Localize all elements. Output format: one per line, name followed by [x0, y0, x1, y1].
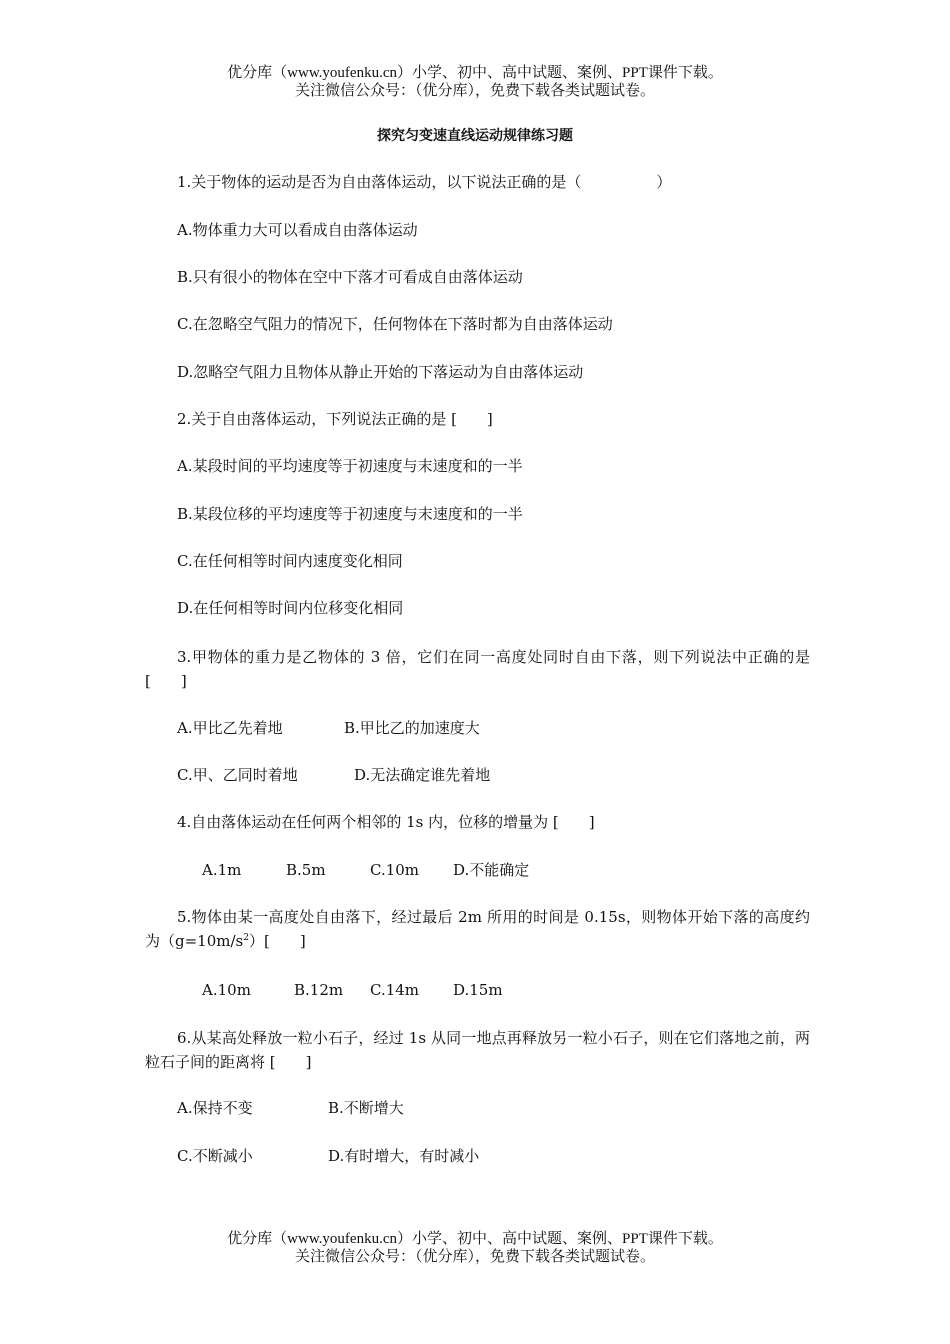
question-3-option-a: A.甲比乙先着地	[177, 719, 283, 737]
question-5-exponent: 2	[243, 933, 249, 943]
question-1-stem: 1.关于物体的运动是否为自由落体运动，以下说法正确的是（ ）	[177, 173, 672, 191]
question-4-option-a: A.1m	[202, 861, 242, 879]
question-2-stem: 2.关于自由落体运动，下列说法正确的是 [ ]	[177, 410, 493, 428]
question-1-option-d: D.忽略空气阻力且物体从静止开始的下落运动为自由落体运动	[177, 363, 584, 381]
question-4-option-c: C.10m	[370, 861, 420, 879]
question-3-option-d: D.无法确定谁先着地	[354, 766, 491, 784]
question-2-option-b: B.某段位移的平均速度等于初速度与末速度和的一半	[177, 505, 523, 523]
question-4-option-b: B.5m	[286, 861, 326, 879]
question-6-option-b: B.不断增大	[328, 1099, 404, 1117]
header-line-1: 优分库（www.youfenku.cn）小学、初中、高中试题、案例、PPT课件下载。	[227, 65, 723, 81]
question-5-option-c: C.14m	[370, 981, 420, 999]
question-1-option-b: B.只有很小的物体在空中下落才可看成自由落体运动	[177, 268, 523, 286]
footer-line-2: 关注微信公众号：（优分库），免费下载各类试题试卷。	[294, 1249, 655, 1265]
question-5-option-d: D.15m	[453, 981, 503, 999]
page-header	[0, 64, 950, 100]
question-5-option-b: B.12m	[294, 981, 344, 999]
question-1-option-c: C.在忽略空气阻力的情况下，任何物体在下落时都为自由落体运动	[177, 315, 613, 333]
page-footer	[0, 1230, 950, 1266]
question-5-option-a: A.10m	[202, 981, 251, 999]
question-6-option-d: D.有时增大，有时减小	[328, 1147, 480, 1165]
question-2-option-d: D.在任何相等时间内位移变化相同	[177, 599, 404, 617]
question-5-stem	[145, 905, 810, 953]
question-4-stem: 4.自由落体运动在任何两个相邻的 1s 内，位移的增量为 [ ]	[177, 813, 595, 831]
question-6-option-a: A.保持不变	[177, 1099, 253, 1117]
question-2-option-a: A.某段时间的平均速度等于初速度与末速度和的一半	[177, 457, 523, 475]
question-6-option-c: C.不断减小	[177, 1147, 253, 1165]
question-1-option-a: A.物体重力大可以看成自由落体运动	[177, 221, 418, 239]
footer-line-1: 优分库（www.youfenku.cn）小学、初中、高中试题、案例、PPT课件下载。	[227, 1231, 723, 1247]
question-6-stem: 6.从某高处释放一粒小石子，经过 1s 从同一地点再释放另一粒小石子，则在它们落地之前，两粒石子间的距离将 [ ]	[145, 1029, 810, 1071]
question-3-stem: 3.甲物体的重力是乙物体的 3 倍，它们在同一高度处同时自由下落，则下列说法中正确的是 [ ]	[145, 648, 810, 690]
question-3-option-c: C.甲、乙同时着地	[177, 766, 298, 784]
question-4-option-d: D.不能确定	[453, 861, 530, 879]
question-2-option-c: C.在任何相等时间内速度变化相同	[177, 552, 403, 570]
header-line-2: 关注微信公众号：（优分库），免费下载各类试题试卷。	[294, 83, 655, 99]
question-5-stem-text: 5.物体由某一高度处自由落下，经过最后 2m 所用的时间是 0.15s，则物体开始下落的高度约为（g=10m/s	[145, 908, 810, 950]
question-3-option-b: B.甲比乙的加速度大	[344, 719, 480, 737]
document-title: 探究匀变速直线运动规律练习题	[377, 128, 573, 144]
question-5-stem-bracket: ）[ ]	[248, 932, 306, 950]
